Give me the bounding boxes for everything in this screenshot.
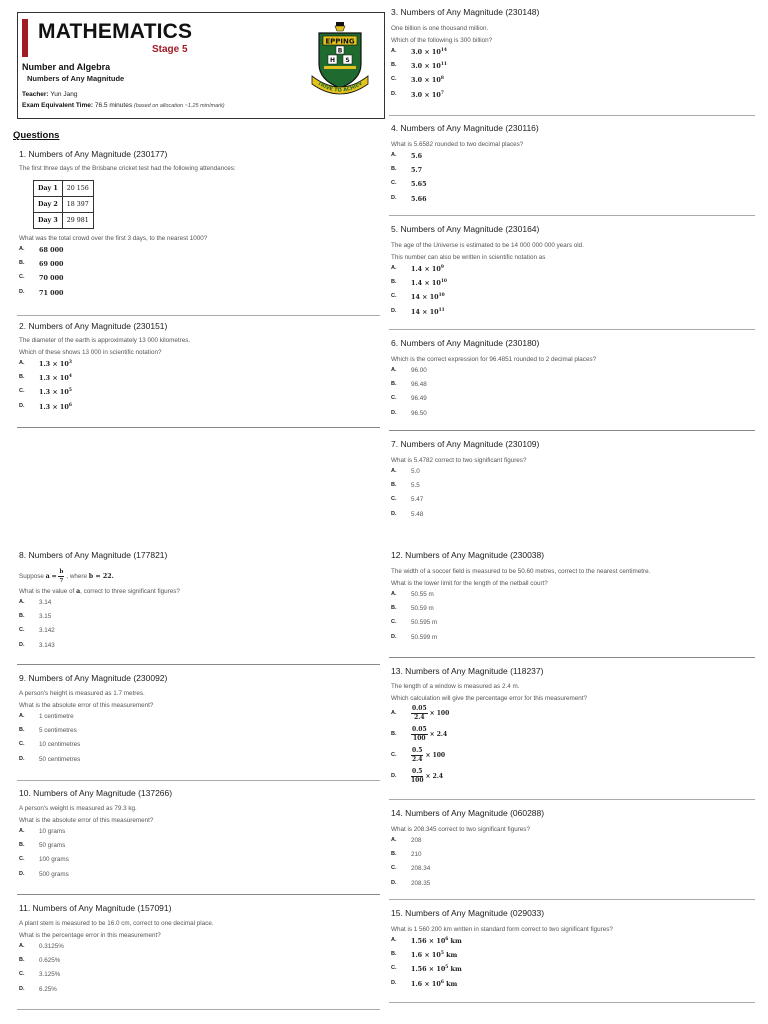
table-cell: Day 3 — [34, 213, 63, 229]
question-6 — [391, 338, 761, 424]
question-text: A plant stem is measured to be 16.0 cm, correct to one decimal place. — [19, 920, 214, 927]
question-text: One billion is one thousand million. — [391, 25, 489, 32]
option-a[interactable]: A. 208 — [391, 837, 422, 844]
question-7 — [391, 439, 761, 525]
answer-options — [19, 246, 379, 303]
answer-options — [391, 591, 761, 648]
question-12 — [391, 550, 761, 648]
option-c[interactable]: C. 10 centimetres — [19, 741, 81, 749]
question-prompt: Which of the following is 300 billion? — [391, 37, 493, 44]
divider — [17, 427, 380, 428]
divider — [389, 657, 755, 658]
option-a[interactable]: A. 96.00 — [391, 367, 427, 374]
option-d[interactable]: D. 500 grams — [19, 870, 69, 878]
option-a[interactable]: A. 0.3125% — [19, 943, 64, 950]
question-prompt: What was the total crowd over the first 3 days, to the nearest 1000? — [19, 235, 208, 242]
question-text: The length of a window is measured as 2.4 m. — [391, 683, 520, 690]
option-c[interactable]: C. 50.595 m — [391, 619, 438, 627]
strand-label: Number and Algebra — [22, 62, 111, 72]
exam-header — [17, 12, 385, 119]
svg-text:H: H — [329, 56, 336, 64]
subject-title: MATHEMATICS — [38, 20, 193, 43]
option-c[interactable]: C. 5.47 — [391, 496, 424, 504]
question-text: A person's weight is measured as 79.3 kg. — [19, 805, 137, 812]
question-prompt: What is the lower limit for the length of the netball court? — [391, 580, 548, 587]
option-b[interactable]: B. $1.4 \times 10^{10}$ — [391, 279, 447, 288]
divider — [389, 329, 755, 330]
question-text: What is 5.6582 rounded to two decimal places? — [391, 141, 524, 148]
question-prompt: This number can also be written in scientific notation as — [391, 254, 546, 261]
option-a[interactable]: A. 68 000 — [19, 246, 64, 254]
question-2 — [19, 321, 379, 417]
table-row — [34, 213, 94, 229]
option-d[interactable]: D. 3.143 — [19, 641, 55, 649]
option-b[interactable]: B. 50 grams — [19, 842, 66, 850]
option-a[interactable]: A. 5.0 — [391, 468, 420, 475]
option-d[interactable]: D. 6.25% — [19, 985, 57, 993]
question-title: 12. Numbers of Any Magnitude (230038) — [391, 550, 545, 560]
question-title: 2. Numbers of Any Magnitude (230151) — [19, 321, 168, 331]
divider — [389, 115, 755, 116]
question-13 — [391, 666, 761, 789]
question-prompt: What is the value of a, correct to three significant figures? — [19, 588, 180, 595]
question-3 — [391, 7, 761, 105]
answer-options — [19, 599, 379, 656]
answer-options — [391, 152, 761, 209]
option-d[interactable]: D. $14 \times 10^{11}$ — [391, 307, 445, 316]
question-14 — [391, 808, 761, 894]
divider — [389, 215, 755, 216]
option-c[interactable]: C. 5.65 — [391, 180, 427, 189]
option-d[interactable]: D. 71 000 — [19, 288, 64, 297]
divider — [389, 1002, 755, 1003]
option-c[interactable]: C. 208.34 — [391, 865, 431, 873]
svg-text:EPPING: EPPING — [325, 37, 355, 46]
table-cell: 18 397 — [62, 197, 93, 213]
question-10 — [19, 788, 379, 885]
option-b[interactable]: B. 96.48 — [391, 381, 427, 389]
exam-time-line: Exam Equivalent Time: 76.5 minutes (based on allocation ~1.25 min/mark) — [22, 102, 225, 109]
teacher-line: Teacher: Yun Jang — [22, 91, 78, 98]
question-title: 14. Numbers of Any Magnitude (060288) — [391, 808, 545, 818]
answer-options — [19, 360, 379, 417]
option-d[interactable]: D. 208.35 — [391, 879, 431, 887]
divider — [17, 315, 380, 316]
question-8 — [19, 550, 379, 656]
option-b[interactable]: B. 50.59 m — [391, 605, 434, 613]
option-a[interactable]: A. $1.3 \times 10^3$ — [19, 360, 72, 368]
option-c[interactable]: C. 3.125% — [19, 971, 61, 979]
option-a[interactable]: A. 50.55 m — [391, 591, 434, 598]
option-b[interactable]: B. $1.3 \times 10^4$ — [19, 374, 72, 383]
table-cell: 20 156 — [62, 181, 93, 197]
answer-options — [391, 48, 761, 105]
question-15 — [391, 908, 761, 994]
question-text: Which is the correct expression for 96.4851 rounded to 2 decimal places? — [391, 356, 597, 363]
answer-options — [391, 837, 761, 894]
option-b[interactable]: B. 69 000 — [19, 260, 64, 269]
school-crest-logo — [309, 20, 371, 98]
option-c[interactable]: C. $1.56 \times 10^5$ km — [391, 965, 462, 974]
table-row — [34, 181, 94, 197]
divider — [17, 894, 380, 895]
question-text: Suppose a = $\frac{b}{7}$ , where b = 22. — [19, 569, 114, 584]
option-a[interactable]: A. $3.0 \times 10^{14}$ — [391, 48, 447, 56]
option-a[interactable]: A. 10 grams — [19, 828, 66, 835]
option-d[interactable]: D. 96.50 — [391, 409, 427, 417]
option-d[interactable]: D. $1.3 \times 10^6$ — [19, 402, 72, 411]
divider — [17, 664, 380, 665]
divider — [389, 899, 755, 900]
option-b[interactable]: B. 0.625% — [19, 957, 61, 965]
option-c[interactable]: C. 3.142 — [19, 627, 55, 635]
option-b[interactable]: B. 5 centimetres — [19, 727, 77, 735]
answer-options — [19, 943, 379, 1000]
divider — [389, 799, 755, 800]
table-row — [34, 197, 94, 213]
topic-label: Numbers of Any Magnitude — [27, 74, 125, 83]
option-c[interactable]: C. $\frac{0.5}{2.4}$ × 100 — [391, 747, 446, 763]
question-title: 8. Numbers of Any Magnitude (177821) — [19, 550, 168, 560]
table-cell: Day 1 — [34, 181, 63, 197]
question-4 — [391, 123, 761, 209]
option-b[interactable]: B. 5.7 — [391, 166, 423, 175]
option-b[interactable]: B. $\frac{0.05}{100}$ × 2.4 — [391, 726, 448, 742]
answer-options — [391, 705, 761, 789]
option-c[interactable]: C. $14 \times 10^{10}$ — [391, 293, 445, 302]
question-text: The age of the Universe is estimated to be 14 000 000 000 years old. — [391, 242, 584, 249]
option-d[interactable]: D. 5.66 — [391, 194, 427, 203]
question-prompt: What is the percentage error in this measurement? — [19, 932, 161, 939]
questions-heading: Questions — [13, 130, 60, 141]
question-title: 10. Numbers of Any Magnitude (137266) — [19, 788, 173, 798]
question-title: 15. Numbers of Any Magnitude (029033) — [391, 908, 545, 918]
answer-options — [19, 828, 379, 885]
option-c[interactable]: C. 96.49 — [391, 395, 427, 403]
stage-label: Stage 5 — [152, 44, 188, 55]
table-cell: Day 2 — [34, 197, 63, 213]
option-d[interactable]: D. $\frac{0.5}{100}$ × 2.4 — [391, 768, 444, 784]
option-c[interactable]: C. 70 000 — [19, 274, 64, 283]
option-d[interactable]: D. $3.0 \times 10^7$ — [391, 90, 444, 99]
option-c[interactable]: C. $1.3 \times 10^5$ — [19, 388, 72, 397]
question-text: What is 1 560 200 km written in standard form correct to two significant figures? — [391, 926, 613, 933]
svg-text:S: S — [345, 56, 350, 64]
question-title: 13. Numbers of Any Magnitude (118237) — [391, 666, 544, 676]
question-5 — [391, 224, 761, 322]
option-d[interactable]: D. 5.48 — [391, 510, 424, 518]
option-b[interactable]: B. 3.15 — [19, 613, 52, 621]
option-b[interactable]: B. 210 — [391, 851, 422, 859]
question-text: A person's height is measured as 1.7 metres. — [19, 690, 145, 697]
answer-options — [391, 468, 761, 525]
divider — [17, 1009, 380, 1010]
table-cell: 29 981 — [62, 213, 93, 229]
question-9 — [19, 673, 379, 770]
option-b[interactable]: B. 5.5 — [391, 482, 420, 490]
question-text: The width of a soccer field is measured to be 50.60 metres, correct to the nearest centimetre. — [391, 568, 651, 575]
accent-bar — [22, 19, 28, 57]
question-text: The diameter of the earth is approximately 13 000 kilometres. — [19, 337, 191, 344]
option-a[interactable]: A. $1.4 \times 10^9$ — [391, 265, 444, 273]
question-title: 7. Numbers of Any Magnitude (230109) — [391, 439, 540, 449]
option-c[interactable]: C. 100 grams — [19, 856, 69, 864]
answer-options — [391, 265, 761, 322]
attendance-table — [33, 180, 94, 229]
question-text: The first three days of the Brisbane cricket test had the following attendances: — [19, 165, 236, 172]
option-d[interactable]: D. 50.599 m — [391, 633, 438, 641]
option-d[interactable]: D. 50 centimetres — [19, 755, 81, 763]
option-b[interactable]: B. $3.0 \times 10^{11}$ — [391, 62, 447, 71]
question-prompt: What is the absolute error of this measurement? — [19, 817, 154, 824]
option-a[interactable]: A. $1.56 \times 10^6$ km — [391, 937, 462, 945]
option-b[interactable]: B. $1.6 \times 10^5$ km — [391, 951, 458, 960]
option-a[interactable]: A. $\frac{0.05}{2.4}$ × 100 — [391, 705, 450, 721]
question-title: 6. Numbers of Any Magnitude (230180) — [391, 338, 540, 348]
question-text: What is 208.345 correct to two significant figures? — [391, 826, 530, 833]
question-text: What is 5.4782 correct to two significant figures? — [391, 457, 527, 464]
svg-text:B: B — [337, 47, 343, 55]
question-title: 5. Numbers of Any Magnitude (230164) — [391, 224, 540, 234]
svg-text:STRIVE TO ACHIEVE: TRIVE TO ACHIEV — [316, 80, 364, 94]
question-prompt: Which calculation will give the percentage error for this measurement? — [391, 695, 587, 702]
question-title: 1. Numbers of Any Magnitude (230177) — [19, 149, 168, 159]
option-a[interactable]: A. 5.6 — [391, 152, 423, 160]
question-title: 9. Numbers of Any Magnitude (230092) — [19, 673, 168, 683]
question-prompt: Which of these shows 13 000 in scientific notation? — [19, 349, 162, 356]
answer-options — [391, 367, 761, 424]
question-11 — [19, 903, 379, 1000]
option-c[interactable]: C. $3.0 \times 10^8$ — [391, 76, 444, 85]
question-title: 3. Numbers of Any Magnitude (230148) — [391, 7, 540, 17]
answer-options — [19, 713, 379, 770]
question-prompt: What is the absolute error of this measurement? — [19, 702, 154, 709]
option-d[interactable]: D. $1.6 \times 10^6$ km — [391, 979, 458, 988]
divider — [17, 780, 380, 781]
question-title: 4. Numbers of Any Magnitude (230116) — [391, 123, 539, 133]
divider — [389, 430, 755, 431]
question-1 — [19, 149, 379, 303]
option-a[interactable]: A. 3.14 — [19, 599, 52, 606]
question-title: 11. Numbers of Any Magnitude (157091) — [19, 903, 172, 913]
answer-options — [391, 937, 761, 994]
option-a[interactable]: A. 1 centimetre — [19, 713, 74, 720]
